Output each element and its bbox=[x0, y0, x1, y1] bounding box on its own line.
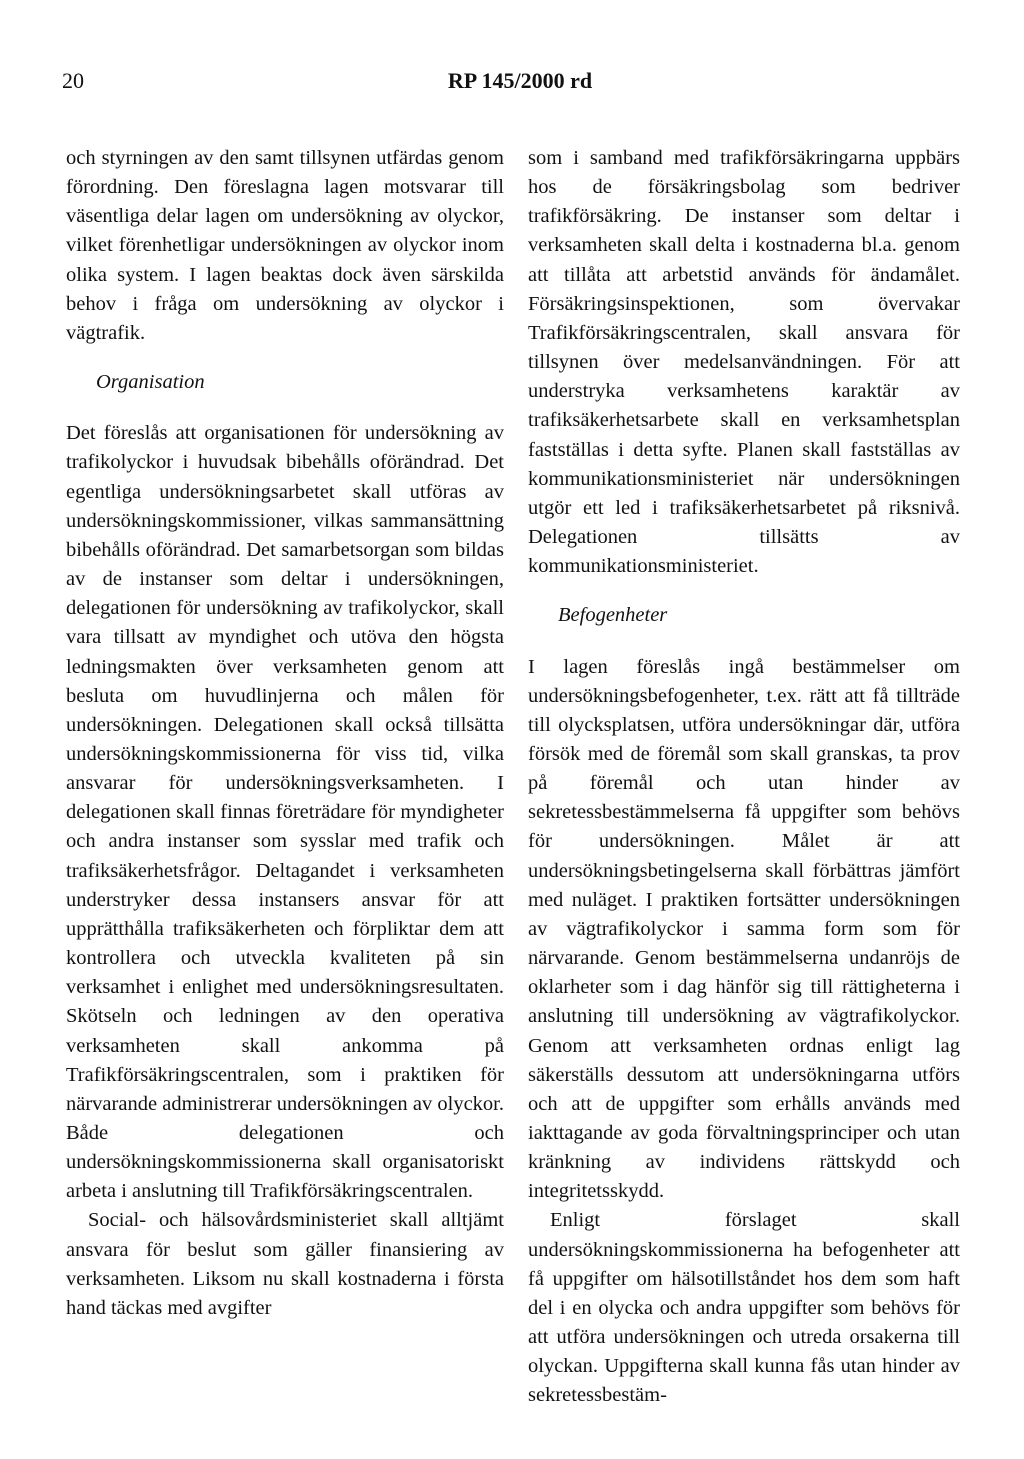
right-column bbox=[528, 144, 960, 1411]
right-paragraph-3: Enligt förslaget skall undersökningskommissionerna ha befogenheter att få uppgifter om hälsotillståndet hos dem som haft del i en olycka och andra uppgifter som behövs för att utföra undersökningen och utreda orsakerna till olyckan. Uppgifterna skall kunna fås utan hinder av sekretessbestäm- bbox=[528, 1209, 960, 1407]
section-heading-organisation: Organisation bbox=[96, 371, 205, 394]
right-paragraph-2: I lagen föreslås ingå bestämmelser om undersökningsbefogenheter, t.ex. rätt att få tillträde till olycksplatsen, utföra undersökningar där, utföra försök med de föremål som skall granskas, ta prov på föremål och utan hinder av sekretessbestämmelserna få uppgifter som behövs för undersökningen. Målet är att undersökningsbetingelserna skall förbättras jämfört med nuläget. I praktiken fortsätter undersökningen av vägtrafikolyckor i samma form som för närvarande. Genom bestämmelserna undanröjs de oklarheter som i dag hänför sig till rättigheterna i anslutning till undersökning av vägtrafikolyckor. Genom att verksamheten ordnas enligt lag säkerställs dessutom att undersökningarna utförs och att de uppgifter som erhålls används med iakttagande av goda förvaltningsprinciper och utan kränkning av individens rättskydd och integritetsskydd. bbox=[528, 655, 960, 1203]
page-number: 20 bbox=[62, 68, 84, 93]
left-column bbox=[66, 144, 504, 1323]
left-paragraph-2: Det föreslås att organisationen för undersökning av trafikolyckor i huvudsak bibehålls oförändrad. Det egentliga undersökningsarbetet skall utföras av undersökningskommissioner, vilkas sammansättning bibehålls oförändrad. Det samarbetsorgan som bildas av de instanser som deltar i undersökningen, delegationen för undersökning av trafikolyckor, skall vara tillsatt av myndighet och utöva den högsta ledningsmakten över verksamheten genom att besluta om huvudlinjerna och målen för undersökningen. Delegationen skall också tillsätta undersökningskommissionerna för viss tid, vilka ansvarar för undersökningsverksamheten. I delegationen skall finnas företrädare för myndigheter och andra instanser som sysslar med trafik och trafiksäkerhetsfrågor. Deltagandet i verksamheten understryker dessa instansers ansvar för att upprätthålla trafiksäkerheten och förpliktar dem att kontrollera och utveckla kvaliteten på sin verksamhet i enlighet med undersökningsresultaten. Skötseln och ledningen av den operativa verksamheten skall ankomma på Trafikförsäkringscentralen, som i praktiken för närvarande administrerar undersökningen av olyckor. Både delegationen och undersökningskommissionerna skall organisatoriskt arbeta i anslutning till Trafikförsäkringscentralen. bbox=[66, 422, 504, 1203]
left-paragraph-3: Social- och hälsovårdsministeriet skall alltjämt ansvara för beslut som gäller finansiering av verksamheten. Liksom nu skall kostnaderna i första hand täckas med avgifter bbox=[66, 1209, 504, 1319]
section-heading-befogenheter: Befogenheter bbox=[558, 604, 668, 627]
left-paragraph-1: och styrningen av den samt tillsynen utfärdas genom förordning. Den föreslagna lagen motsvarar till väsentliga delar lagen om undersökning av olyckor, vilket förenhetligar undersökningen av olyckor inom olika system. I lagen beaktas dock även särskilda behov i fråga om undersökning av olyckor i vägtrafik. bbox=[66, 147, 504, 344]
page-header bbox=[0, 66, 1024, 106]
right-paragraph-1: som i samband med trafikförsäkringarna uppbärs hos de försäkringsbolag som bedriver trafikförsäkring. De instanser som deltar i verksamheten skall delta i kostnaderna bl.a. genom att tillåta att arbetstid används för ändamålet. Försäkringsinspektionen, som övervakar Trafikförsäkringscentralen, skall ansvara för tillsynen över medelsanvändningen. För att understryka verksamhetens karaktär av trafiksäkerhetsarbete skall en verksamhetsplan fastställas i detta syfte. Planen skall fastställas av kommunikationsministeriet när undersökningen utgör ett led i trafiksäkerhetsarbetet på riksnivå. Delegationen tillsätts av kommunikationsministeriet. bbox=[528, 147, 960, 578]
running-head: RP 145/2000 rd bbox=[447, 68, 593, 93]
